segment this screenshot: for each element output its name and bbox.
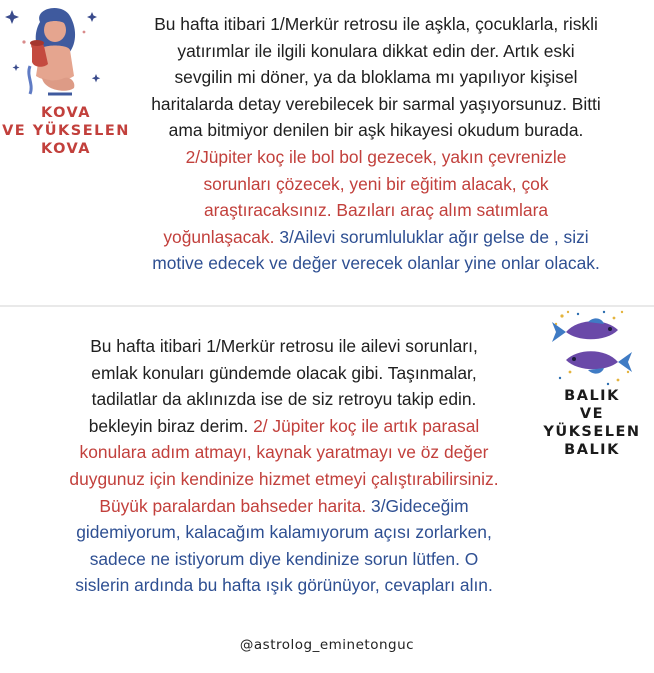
balik-text-line: gidemiyorum, kalacağım kalamıyorum açısı zorlarken, — [76, 522, 492, 543]
pisces-fish-illustration-icon — [548, 306, 638, 390]
balik-label-line3: BALIK — [564, 442, 620, 458]
balik-text-line: Bu hafta itibari 1/Merkür retrosu ile ailevi sorunları, — [90, 336, 478, 356]
balik-text-line-mixed — [10, 493, 558, 520]
kova-text-line: sorunları çözecek, yeni bir eğitim alacak, çok — [203, 173, 549, 194]
kova-text-line-mixed — [98, 224, 654, 251]
kova-label-line2: VE YÜKSELEN — [2, 123, 130, 139]
kova-label-line1: KOVA — [41, 105, 91, 121]
balik-text-line-mixed — [10, 413, 558, 440]
balik-text-line: emlak konuları gündemde olacak gibi. Taşınmalar, — [91, 362, 477, 383]
kova-text-line: araştıracaksınız. Bazıları araç alım satımlara — [203, 200, 549, 221]
aquarius-woman-illustration-icon — [4, 2, 104, 102]
balik-text-line: tadilatlar da aklınızda ise de siz retroyu takip edin. — [91, 389, 477, 410]
kova-text-line: 2/Jüpiter koç ile bol bol gezecek, yakın çevrenizle — [185, 146, 567, 167]
balik-text-fragment: 2/ Jüpiter koç ile artık parasal — [248, 415, 480, 436]
kova-horoscope-paragraph — [98, 11, 654, 277]
balik-text-line: sadece ne istiyorum diye kendinize sorun lütfen. O — [89, 548, 479, 569]
balik-text-line: konulara adım atmayı, kaynak yaratmayı ve öz değer — [79, 442, 489, 463]
balik-label-line1: BALIK — [564, 388, 620, 404]
balik-text-fragment: Büyük paralardan bahseder harita. — [99, 495, 367, 516]
author-credit: @astrolog_eminetonguc — [239, 637, 415, 653]
balik-text-line: sislerin ardında bu hafta ışık görünüyor, cevapları alın. — [75, 575, 493, 596]
balik-text-fragment: bekleyin biraz derim. — [88, 415, 249, 436]
kova-text-fragment: yoğunlaşacak. — [163, 226, 275, 247]
kova-text-line: sevgilin mi döner, ya da bloklama mı yapılıyor kişisel — [174, 67, 578, 88]
balik-text-fragment: 3/Gideceğim — [366, 495, 469, 516]
kova-text-line: Bu hafta itibari 1/Merkür retrosu ile aşkla, çocuklarla, riskli — [154, 14, 598, 34]
kova-text-line: motive edecek ve değer verecek olanlar yine onlar olacak. — [152, 253, 600, 274]
balik-label-line2: VE YÜKSELEN — [543, 406, 641, 440]
kova-text-line: ama bitmiyor denilen bir aşk hikayesi okudum burada. — [168, 120, 584, 141]
balik-text-line: duygunuz için kendinize hizmet etmeyi çalıştırabilirsiniz. — [69, 468, 499, 489]
kova-text-line: haritalarda detay verebilecek bir sarmal yaşıyorsunuz. Bitti — [151, 93, 601, 114]
balik-horoscope-paragraph — [10, 333, 558, 599]
kova-text-line: yatırımlar ile ilgili konulara dikkat edin der. Artık eski — [177, 40, 575, 61]
kova-label-line3: KOVA — [41, 141, 91, 157]
kova-text-fragment: 3/Ailevi sorumluluklar ağır gelse de , sizi — [274, 226, 589, 247]
